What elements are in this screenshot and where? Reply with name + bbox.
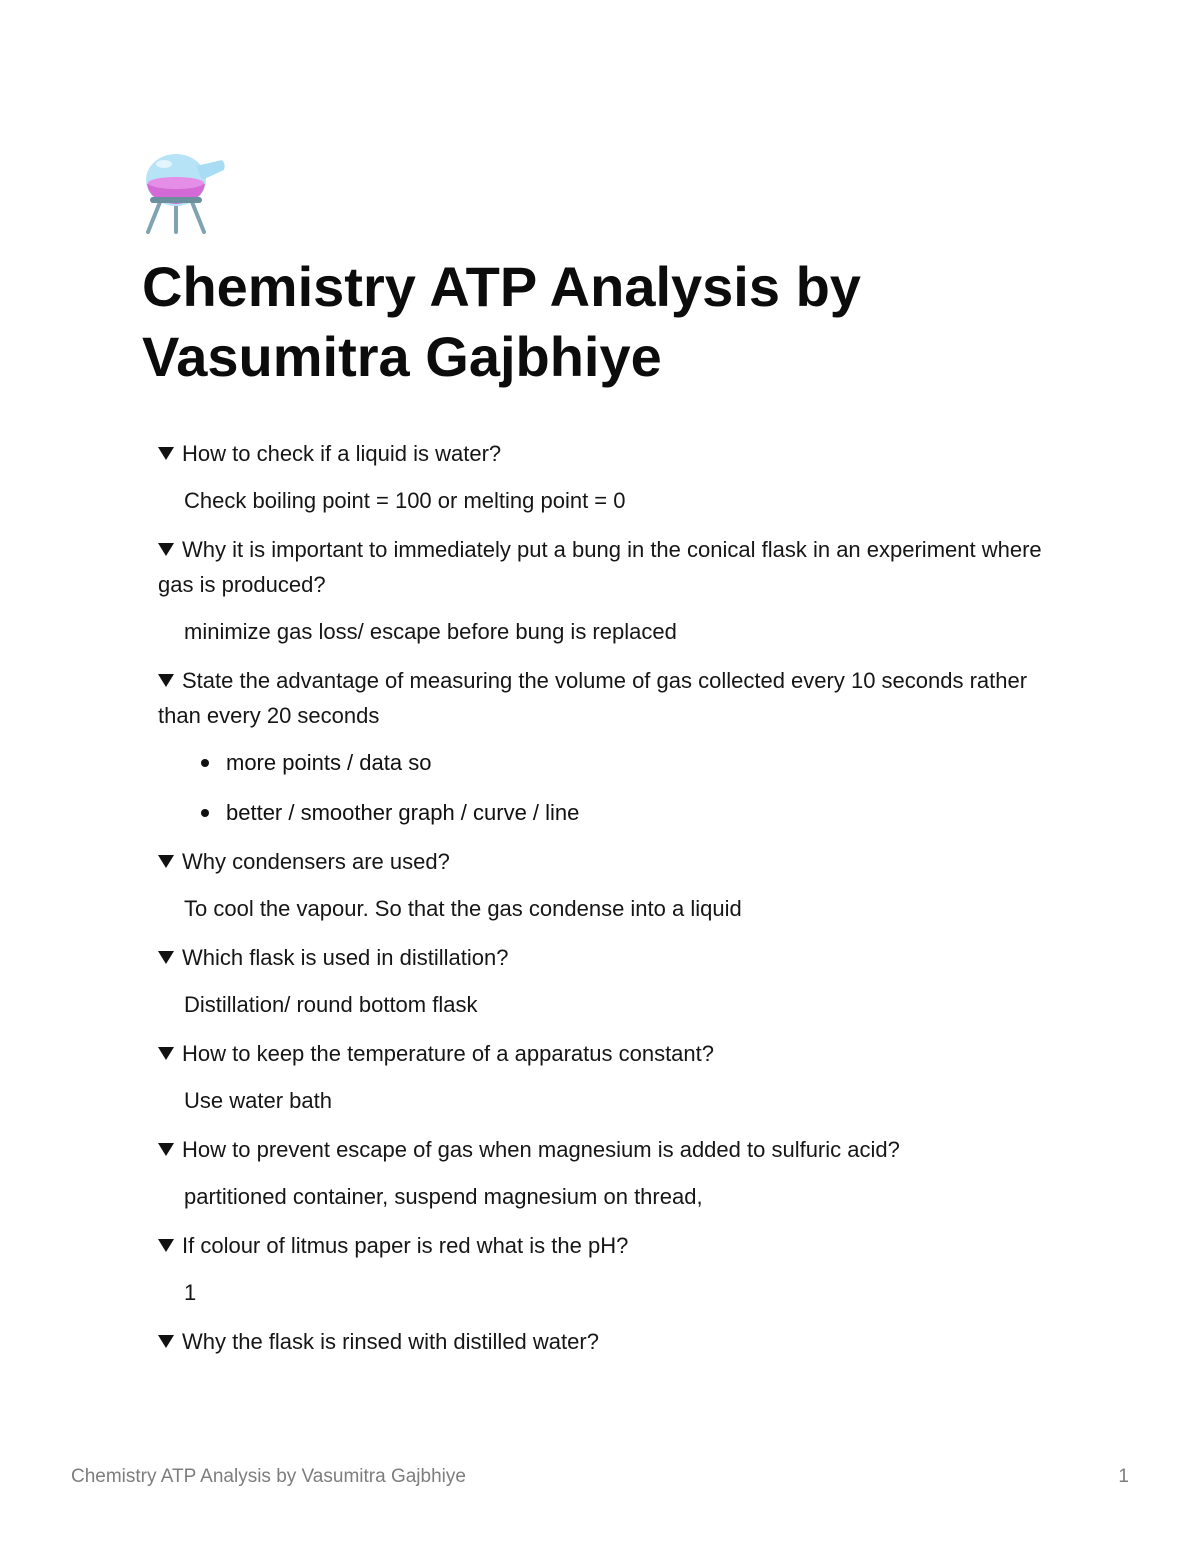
bullet-dot-icon <box>201 809 209 817</box>
toggle-question: How to keep the temperature of a apparatus constant? <box>182 1041 714 1066</box>
triangle-down-icon[interactable] <box>158 1143 174 1156</box>
bullet-dot-icon <box>201 759 209 767</box>
toggle-question: Why condensers are used? <box>182 849 450 874</box>
toggle-summary[interactable] <box>158 1132 1048 1167</box>
toggle-block <box>158 1228 1048 1310</box>
list-item-text: better / smoother graph / curve / line <box>226 800 580 825</box>
toggle-block <box>158 436 1048 518</box>
toggle-answer: Check boiling point = 100 or melting point = 0 <box>184 488 626 513</box>
triangle-down-icon[interactable] <box>158 855 174 868</box>
toggle-block <box>158 844 1048 926</box>
toggle-summary[interactable] <box>158 1228 1048 1263</box>
triangle-down-icon[interactable] <box>158 447 174 460</box>
list-item <box>198 745 1048 780</box>
triangle-down-icon[interactable] <box>158 674 174 687</box>
toggle-question: If colour of litmus paper is red what is the pH? <box>182 1233 629 1258</box>
toggle-summary[interactable] <box>158 844 1048 879</box>
toggle-answer: partitioned container, suspend magnesium on thread, <box>184 1184 703 1209</box>
toggle-summary[interactable] <box>158 436 1048 471</box>
toggle-block <box>158 940 1048 1022</box>
toggle-list <box>158 436 1048 1359</box>
triangle-down-icon[interactable] <box>158 1239 174 1252</box>
toggle-summary[interactable] <box>158 663 1048 733</box>
toggle-question: State the advantage of measuring the volume of gas collected every 10 seconds rather than every 20 seconds <box>158 668 1028 728</box>
page-title: Chemistry ATP Analysis by Vasumitra Gajbhiye <box>142 255 861 388</box>
toggle-summary[interactable] <box>158 1324 1048 1359</box>
toggle-answer: To cool the vapour. So that the gas condense into a liquid <box>184 896 742 921</box>
toggle-answer: Use water bath <box>184 1088 332 1113</box>
list-item-text: more points / data so <box>226 750 432 775</box>
toggle-summary[interactable] <box>158 1036 1048 1071</box>
toggle-block <box>158 663 1048 830</box>
toggle-answer: minimize gas loss/ escape before bung is replaced <box>184 619 677 644</box>
triangle-down-icon[interactable] <box>158 1047 174 1060</box>
list-item <box>198 795 1048 830</box>
bullet-list <box>158 745 1048 830</box>
toggle-answer: 1 <box>184 1280 197 1305</box>
toggle-summary[interactable] <box>158 940 1048 975</box>
triangle-down-icon[interactable] <box>158 951 174 964</box>
toggle-block <box>158 1324 1048 1359</box>
toggle-question: Why the flask is rinsed with distilled water? <box>182 1329 599 1354</box>
footer-title: Chemistry ATP Analysis by Vasumitra Gajbhiye <box>71 1466 466 1487</box>
toggle-answer: Distillation/ round bottom flask <box>184 992 478 1017</box>
toggle-block <box>158 1036 1048 1118</box>
flask-icon <box>140 150 230 236</box>
toggle-question: How to check if a liquid is water? <box>182 441 502 466</box>
toggle-question: Why it is important to immediately put a bung in the conical flask in an experiment where gas is produced? <box>158 537 1042 597</box>
toggle-summary[interactable] <box>158 532 1048 602</box>
toggle-question: How to prevent escape of gas when magnesium is added to sulfuric acid? <box>182 1137 900 1162</box>
triangle-down-icon[interactable] <box>158 1335 174 1348</box>
triangle-down-icon[interactable] <box>158 543 174 556</box>
toggle-block <box>158 1132 1048 1214</box>
page-number: 1 <box>1118 1466 1129 1487</box>
toggle-block <box>158 532 1048 649</box>
toggle-question: Which flask is used in distillation? <box>182 945 509 970</box>
